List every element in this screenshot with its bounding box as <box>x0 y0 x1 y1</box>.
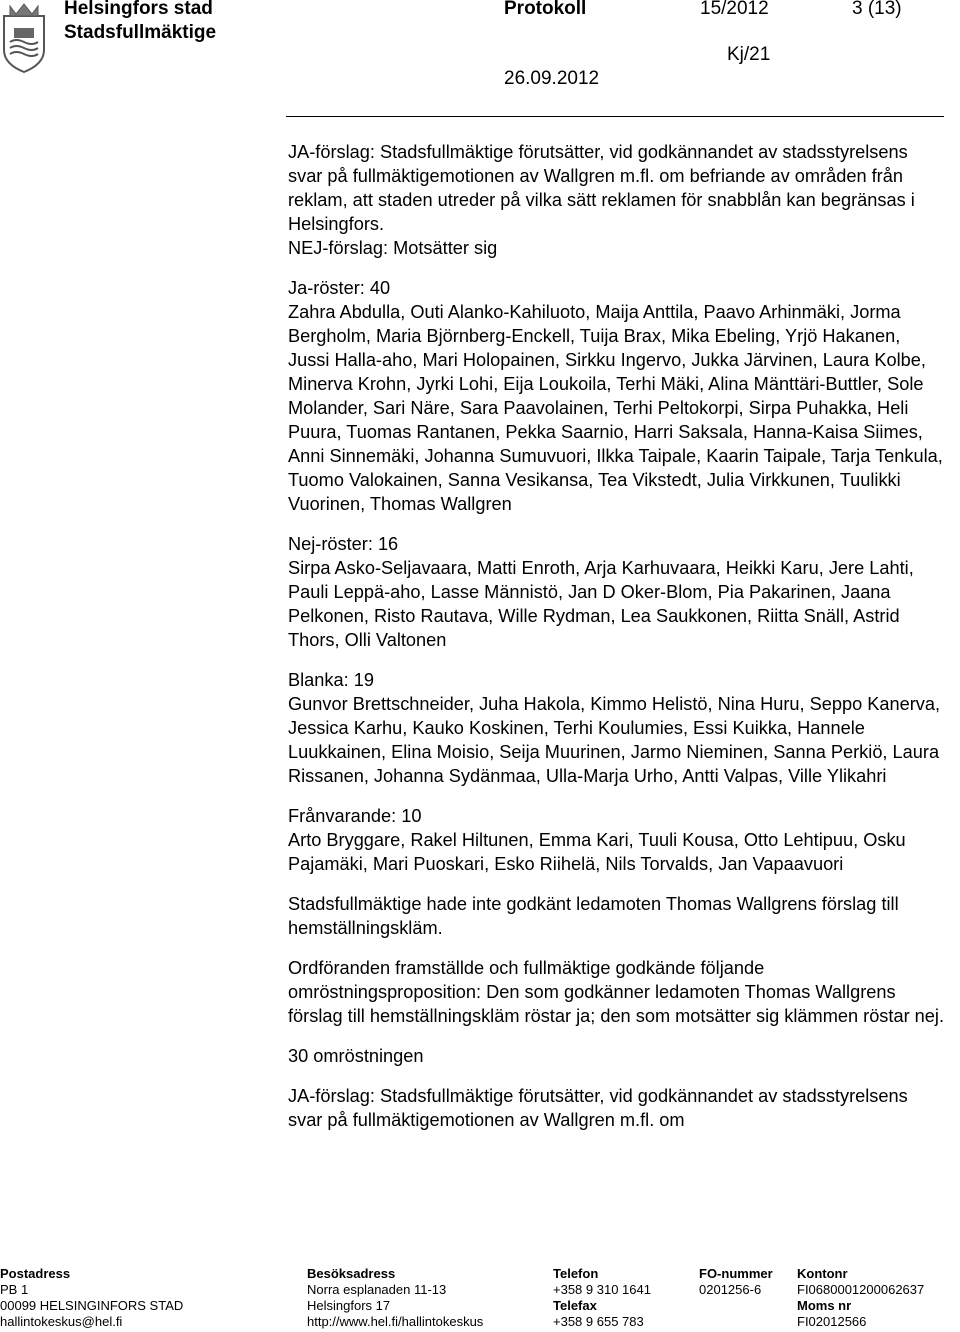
footer-account <box>797 1266 924 1330</box>
footer-account-value: FI0680001200062637 <box>797 1282 925 1297</box>
org-name: Helsingfors stad <box>64 0 213 19</box>
yes-votes-names: Zahra Abdulla, Outi Alanko-Kahiluoto, Maija Anttila, Paavo Arhinmäki, Jorma Bergholm, Maria Björnberg-Enckell, Tuija Brax, Mika Ebeling, Yrjö Hakanen, Jussi Halla-aho, Mari Holopainen, Sirkku Ingervo, Jukka Järvinen, Laura Kolbe, Minerva Krohn, Jyrki Lohi, Eija Loukoila, Terhi Mäki, Alina Mänttäri-Buttler, Sole Molander, Sari Näre, Sara Paavolainen, Terhi Peltokorpi, Sirpa Puhakka, Heli Puura, Tuomas Rantanen, Pekka Saarnio, Harri Saksala, Hanna-Kaisa Siimes, Anni Sinnemäki, Johanna Sumuvuori, Ilkka Taipale, Kaarin Taipale, Tarja Tenkula, Tuomo Valokainen, Sanna Vesikansa, Tea Vikstedt, Julia Virkkunen, Tuulikki Vuorinen, Thomas Wallgren <box>288 302 943 514</box>
footer-visit-line1: Norra esplanaden 11-13 <box>307 1282 447 1297</box>
footer-fo-value: 0201256-6 <box>699 1282 762 1297</box>
footer-email-link[interactable]: hallintokeskus@hel.fi <box>0 1314 123 1329</box>
doc-type: Protokoll <box>504 0 587 19</box>
vote-title: 30 omröstningen <box>288 1046 424 1066</box>
footer-fo <box>699 1266 773 1298</box>
absent-names: Arto Bryggare, Rakel Hiltunen, Emma Kari, Tuuli Kousa, Otto Lehtipuu, Osku Pajamäki, Mari Puoskari, Esko Riihelä, Nils Torvalds, Jan Vapaavuori <box>288 830 906 874</box>
protocol-number: 15/2012 <box>700 0 769 19</box>
footer-account-label: Kontonr <box>797 1266 848 1281</box>
nej-proposal: NEJ-förslag: Motsätter sig <box>288 238 498 258</box>
page-number: 3 (13) <box>852 0 902 19</box>
ja-proposal: JA-förslag: Stadsfullmäktige förutsätter, vid godkännandet av stadsstyrelsens svar på fullmäktigemotionen av Wallgren m.fl. om befriande av områden från reklam, att staden utreder på vilka sätt reklamen för snabblån kan begränsas i Helsingfors. <box>288 142 915 234</box>
absent-heading: Frånvarande: 10 <box>288 806 422 826</box>
header-divider <box>286 116 944 117</box>
footer-vat-label: Moms nr <box>797 1298 852 1313</box>
meeting-date: 26.09.2012 <box>504 68 600 89</box>
footer-website-link[interactable]: http://www.hel.fi/hallintokeskus <box>307 1314 484 1329</box>
footer-phone-value: +358 9 310 1641 <box>553 1282 651 1297</box>
no-votes-heading: Nej-röster: 16 <box>288 534 399 554</box>
footer-fo-label: FO-nummer <box>699 1266 773 1281</box>
no-votes-names: Sirpa Asko-Seljavaara, Matti Enroth, Arja Karhuvaara, Heikki Karu, Jere Lahti, Pauli Leppä-aho, Lasse Männistö, Jan D Oker-Blom, Pia Pakarinen, Jaana Pelkonen, Risto Rautava, Wille Rydman, Lea Saukkonen, Riitta Snäll, Astrid Thors, Olli Valtonen <box>288 558 914 650</box>
blank-votes-names: Gunvor Brettschneider, Juha Hakola, Kimmo Helistö, Nina Huru, Seppo Kanerva, Jessica Karhu, Kauko Koskinen, Terhi Koulumies, Essi Kuikka, Hannele Luukkainen, Elina Moisio, Seija Muurinen, Jarmo Nieminen, Sanna Perkiö, Laura Rissanen, Johanna Sydänmaa, Ulla-Marja Urho, Antti Valpas, Ville Ylikahri <box>288 694 941 786</box>
footer-visit <box>307 1266 483 1330</box>
footer-fax-value: +358 9 655 783 <box>553 1314 644 1329</box>
footer-visit-label: Besöksadress <box>307 1266 396 1281</box>
footer-phone <box>553 1266 651 1330</box>
helsinki-crest-logo <box>2 2 46 74</box>
footer-fax-label: Telefax <box>553 1298 597 1313</box>
footer-phone-label: Telefon <box>553 1266 599 1281</box>
not-approved-paragraph: Stadsfullmäktige hade inte godkänt ledamoten Thomas Wallgrens förslag till hemställningskläm. <box>288 894 899 938</box>
case-reference: Kj/21 <box>727 44 771 65</box>
proposition-paragraph: Ordföranden framställde och fullmäktige godkände följande omröstningsproposition: Den som godkänner ledamoten Thomas Wallgrens förslag till hemställningskläm röstar ja; den som motsätter sig klämmen röstar nej. <box>288 958 945 1026</box>
footer-vat-value: FI02012566 <box>797 1314 867 1329</box>
org-unit: Stadsfullmäktige <box>64 22 217 43</box>
document-body <box>288 140 944 1132</box>
footer-postal-line1: PB 1 <box>0 1282 29 1297</box>
ja-proposal-repeat: JA-förslag: Stadsfullmäktige förutsätter, vid godkännandet av stadsstyrelsens svar på fullmäktigemotionen av Wallgren m.fl. om <box>288 1086 908 1130</box>
footer-postal-line2: 00099 HELSINGINFORS STAD <box>0 1298 184 1313</box>
blank-votes-heading: Blanka: 19 <box>288 670 374 690</box>
footer-postal-label: Postadress <box>0 1266 71 1281</box>
footer-visit-line2: Helsingfors 17 <box>307 1298 391 1313</box>
footer-postal <box>0 1266 183 1330</box>
yes-votes-heading: Ja-röster: 40 <box>288 278 391 298</box>
